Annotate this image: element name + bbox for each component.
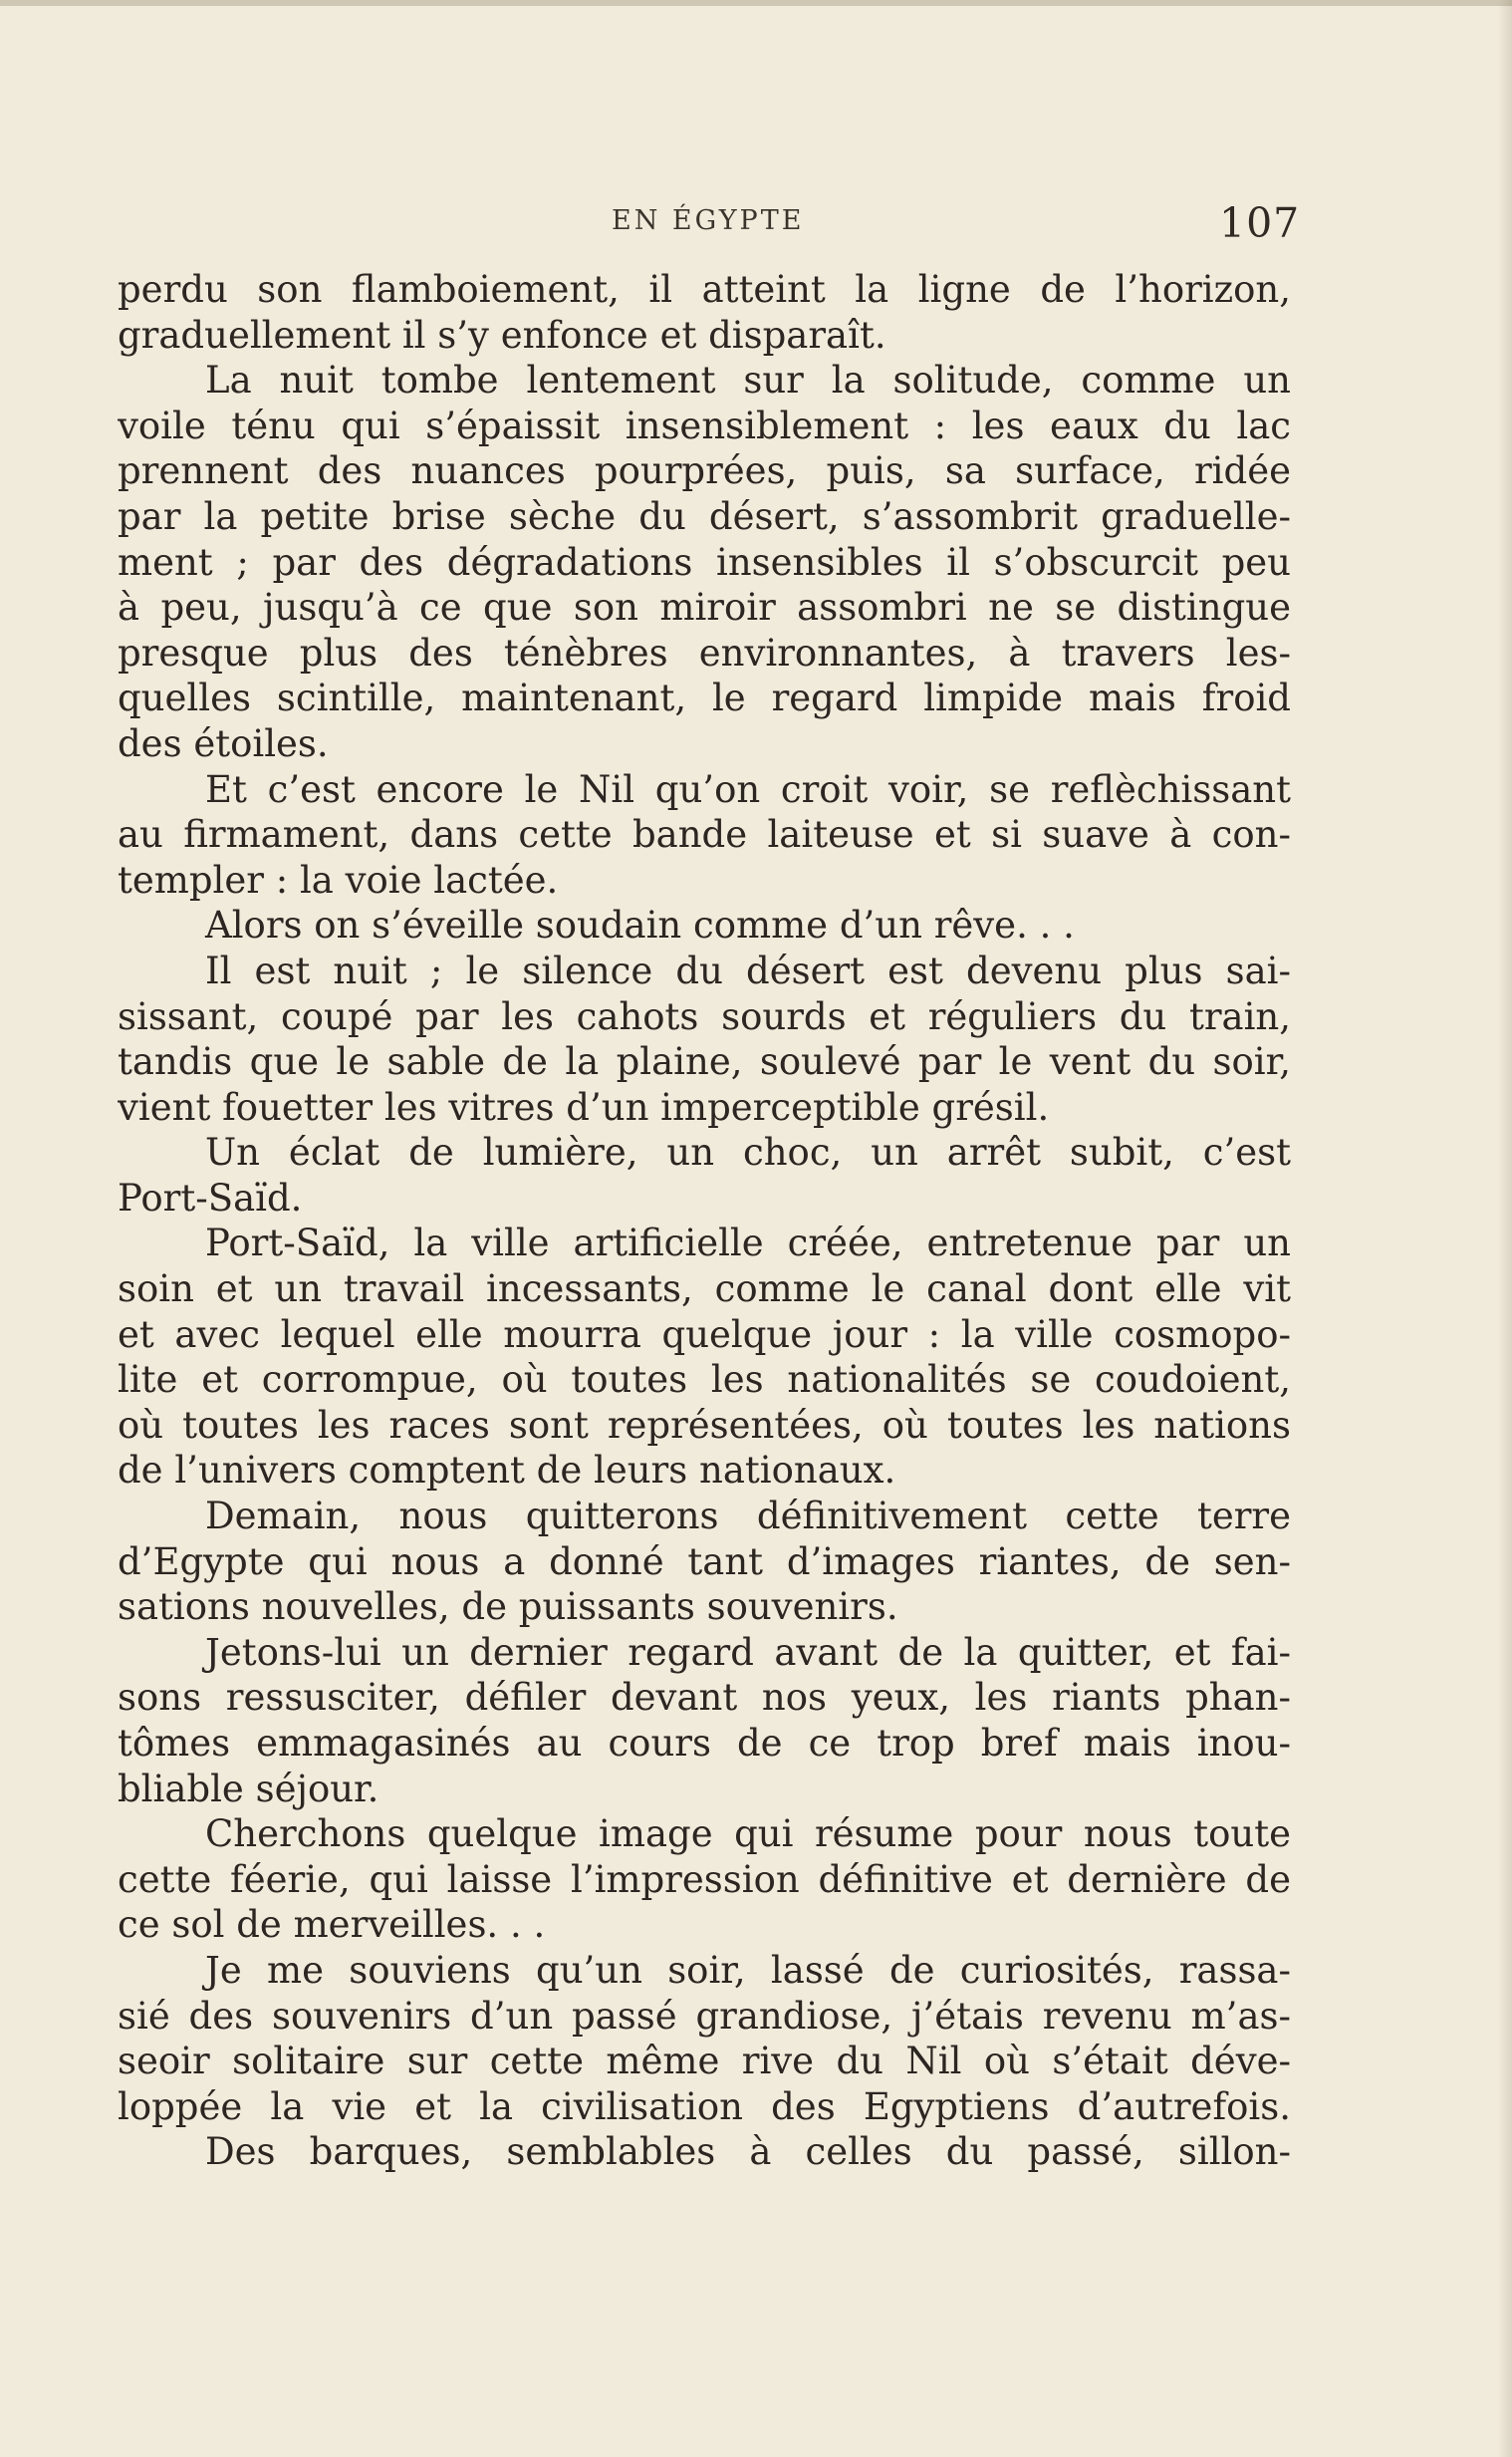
text-line: La nuit tombe lentement sur la solitude, comme un [205,359,1291,403]
text-line: seoir solitaire sur cette même rive du Nil où s’était déve- [118,2040,1291,2083]
text-line: cette féerie, qui laisse l’impression définitive et dernière de [118,1857,1291,1901]
text-line: vient fouetter les vitres d’un imperceptible grésil. [118,1085,1050,1129]
text-line: sissant, coupé par les cahots sourds et réguliers du train, [118,994,1291,1038]
text-line: bliable séjour. [118,1767,379,1810]
text-line: voile ténu qui s’épaissit insensiblement : les eaux du lac [118,404,1291,447]
running-title: EN ÉGYPTE [612,205,805,236]
text-line: Port-Saïd, la ville artificielle créée, entretenue par un [205,1222,1291,1265]
text-line: d’Egypte qui nous a donné tant d’images riantes, de sen- [118,1539,1291,1583]
text-line: Il est nuit ; le silence du désert est devenu plus sai- [205,949,1291,992]
text-line: soin et un travail incessants, comme le canal dont elle vit [118,1267,1291,1311]
text-line: perdu son flamboiement, il atteint la ligne de l’horizon, [118,268,1291,311]
text-line: loppée la vie et la civilisation des Egyptiens d’autrefois. [118,2084,1291,2128]
text-line: Cherchons quelque image qui résume pour nous toute [205,1812,1291,1856]
text-line: où toutes les races sont représentées, où toutes les nations [118,1403,1291,1447]
text-line: Un éclat de lumière, un choc, un arrêt subit, c’est [205,1131,1291,1175]
running-head [0,199,1512,249]
text-line: des étoiles. [118,721,329,765]
text-line: à peu, jusqu’à ce que son miroir assombri ne se distingue [118,586,1291,630]
text-line: Demain, nous quitterons définitivement cette terre [205,1495,1291,1538]
text-line: tandis que le sable de la plaine, soulevé par le vent du soir, [118,1040,1291,1084]
text-line: Je me souviens qu’un soir, lassé de curiosités, rassa- [205,1948,1291,1992]
text-line: Alors on s’éveille soudain comme d’un rêve. . . [205,904,1075,948]
text-line: sations nouvelles, de puissants souvenirs. [118,1585,898,1629]
text-line: Et c’est encore le Nil qu’on croit voir, se reflèchissant [205,767,1291,811]
text-line: prennent des nuances pourprées, puis, sa surface, ridée [118,449,1291,493]
text-line: presque plus des ténèbres environnantes, à travers les- [118,631,1291,675]
text-line: Des barques, semblables à celles du passé, sillon- [205,2130,1291,2174]
page-gutter-shadow [1498,0,1512,2457]
page-number: 107 [1219,199,1301,247]
text-line: Jetons-lui un dernier regard avant de la quitter, et fai- [205,1630,1291,1674]
text-line: lite et corrompue, où toutes les nationalités se coudoient, [118,1358,1291,1402]
text-line: ment ; par des dégradations insensibles il s’obscurcit peu [118,540,1291,584]
text-line: tômes emmagasinés au cours de ce trop bref mais inou- [118,1722,1291,1765]
text-line: et avec lequel elle mourra quelque jour : la ville cosmopo- [118,1312,1291,1356]
text-line: de l’univers comptent de leurs nationaux. [118,1449,896,1493]
text-line: sié des souvenirs d’un passé grandiose, j’étais revenu m’as- [118,1994,1291,2038]
body-text [118,267,1291,2175]
text-line: Port-Saïd. [118,1176,303,1220]
text-line: templer : la voie lactée. [118,858,559,902]
page-top-edge [0,0,1512,6]
text-line: graduellement il s’y enfonce et disparaît. [118,313,886,357]
text-line: par la petite brise sèche du désert, s’assombrit graduelle- [118,494,1291,538]
text-line: ce sol de merveilles. . . [118,1903,546,1947]
text-line: quelles scintille, maintenant, le regard limpide mais froid [118,677,1291,720]
text-line: au firmament, dans cette bande laiteuse et si suave à con- [118,813,1291,857]
text-line: sons ressusciter, défiler devant nos yeux, les riants phan- [118,1676,1291,1720]
